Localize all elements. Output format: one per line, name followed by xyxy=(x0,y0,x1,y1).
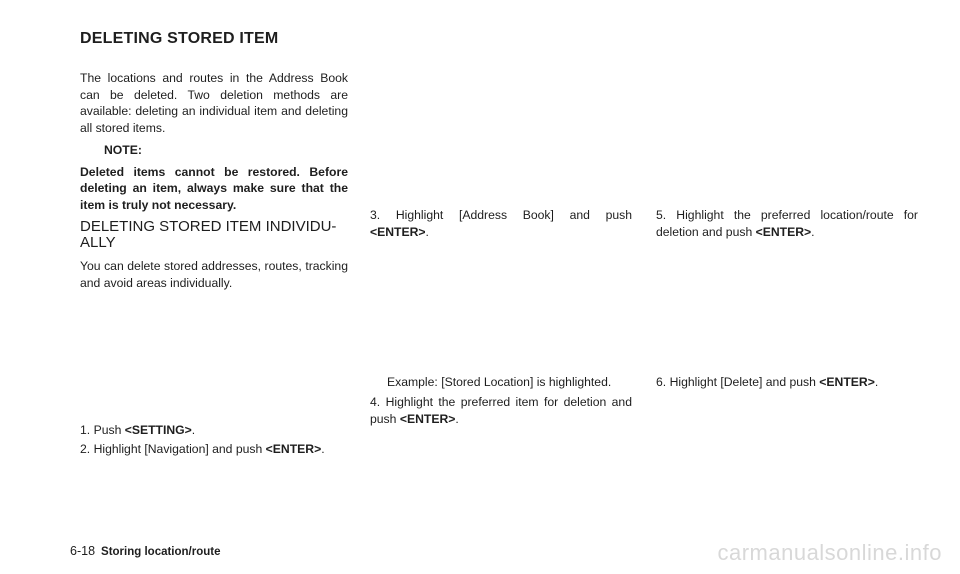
step-2: 2. Highlight [Navigation] and push <ENTER>. xyxy=(80,442,325,456)
step-number: 1. xyxy=(80,423,91,437)
note-text: Deleted items cannot be restored. Before deleting an item, always make sure that the item is truly not necessary. xyxy=(80,164,348,212)
intro-paragraph: The locations and routes in the Address Book can be deleted. Two deletion methods are available: deleting an individual item and deleting all stored items. xyxy=(80,71,348,135)
step-1: 1. Push <SETTING>. xyxy=(80,423,196,437)
step-6: 6. Highlight [Delete] and push <ENTER>. xyxy=(656,375,879,389)
enter-button-label: <ENTER> xyxy=(370,224,426,239)
enter-button-label: <ENTER> xyxy=(755,224,812,239)
enter-button-label: <ENTER> xyxy=(265,442,322,456)
step-text: Highlight the preferred item for deletion and push xyxy=(370,395,632,426)
step-number: 6. xyxy=(656,375,667,389)
step-text: Push xyxy=(93,423,125,437)
step-number: 2. xyxy=(80,442,91,456)
step-number: 3. xyxy=(370,208,381,222)
footer-section-title: Storing location/route xyxy=(101,546,221,558)
left-column xyxy=(80,70,348,291)
enter-button-label: <ENTER> xyxy=(819,375,875,389)
example-caption: Example: [Stored Location] is highlighted. xyxy=(387,375,612,389)
step-text: Highlight the preferred location/route for deletion and push xyxy=(656,208,918,239)
step-3: 3. Highlight [Address Book] and push <ENTER>. xyxy=(370,208,632,239)
step-number: 5. xyxy=(656,208,667,222)
note-label: NOTE: xyxy=(104,143,142,157)
step-text: Highlight [Navigation] and push xyxy=(93,442,266,456)
setting-button-label: <SETTING> xyxy=(124,423,192,437)
step-number: 4. xyxy=(370,395,381,409)
subheading: DELETING STORED ITEM INDIVIDU-ALLY xyxy=(80,218,337,251)
page-number: 6-18 xyxy=(70,544,96,558)
step-5: 5. Highlight the preferred location/route for deletion and push <ENTER>. xyxy=(656,208,918,239)
page-heading: DELETING STORED ITEM xyxy=(80,30,279,47)
step-text: Highlight [Delete] and push xyxy=(669,375,820,389)
step-4: 4. Highlight the preferred item for deletion and push <ENTER>. xyxy=(370,395,632,426)
sub-intro-paragraph: You can delete stored addresses, routes, tracking and avoid areas individually. xyxy=(80,259,348,290)
page-footer xyxy=(70,544,221,558)
enter-button-label: <ENTER> xyxy=(399,411,456,426)
watermark-text: carmanualsonline.info xyxy=(717,540,942,565)
step-text: Highlight [Address Book] and push xyxy=(395,208,632,222)
